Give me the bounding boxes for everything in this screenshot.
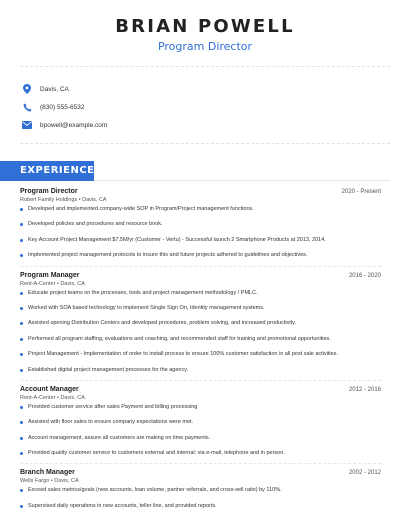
- contact-phone-text: (830) 555-6532: [40, 103, 85, 111]
- job-dates: 2012 - 2016: [348, 386, 381, 393]
- job-entry: [20, 386, 381, 457]
- job-divider: [20, 463, 381, 464]
- job-bullet: Developed and implemented company-wide SOP in Program/Project management functions.: [20, 206, 381, 213]
- experience-list: [20, 188, 381, 518]
- job-header: [20, 386, 381, 393]
- job-entry: [20, 272, 381, 374]
- phone-icon: [22, 102, 32, 112]
- contact-location: [22, 80, 107, 98]
- job-bullets: [20, 487, 381, 509]
- job-bullet: Performed all program staffing, evaluations and coaching, and recommended staff for training and promotional opportunities.: [20, 336, 381, 343]
- candidate-title: Program Director: [157, 40, 253, 53]
- job-header: [20, 469, 381, 476]
- job-bullet: Assisted with floor sales to ensure company expectations were met.: [20, 419, 381, 426]
- job-bullet: Established digital project management processes for the agency.: [20, 367, 381, 374]
- contact-email: [22, 116, 107, 134]
- job-bullets: [20, 290, 381, 374]
- job-company: Wells Fargo: [20, 478, 50, 485]
- job-location: Davis, CA: [60, 394, 85, 401]
- job-bullet: Exceed sales metrics/goals (new accounts, loan volume, partner referrals, and cross-sell ratio) by 110%.: [20, 487, 381, 494]
- envelope-icon: [22, 120, 32, 130]
- separator-dot: •: [55, 280, 61, 287]
- contact-divider: [20, 143, 390, 144]
- job-divider: [20, 380, 381, 381]
- job-bullet: Implemented project management protocols to insure this and future projects adhered to guidelines and objectives.: [20, 252, 381, 259]
- header-divider: [20, 66, 390, 67]
- job-entry: [20, 188, 381, 259]
- job-bullet: Project Management - Implementation of order to install process to ensure 100% customer satisfaction in all post sale activities.: [20, 351, 381, 358]
- job-dates: 2020 - Present: [341, 189, 381, 195]
- job-header: [20, 188, 381, 195]
- job-location: Davis, CA: [82, 197, 107, 203]
- contact-email-text: bpowell@example.com: [40, 121, 108, 129]
- job-company: Rent-A-Center: [20, 394, 56, 401]
- contact-list: [22, 80, 107, 134]
- job-dates: 2002 - 2012: [348, 470, 381, 477]
- job-company: Rent-A-Center: [20, 280, 56, 287]
- separator-dot: •: [77, 197, 83, 203]
- candidate-name: BRIAN POWELL: [115, 16, 295, 37]
- experience-section-title: EXPERIENCE: [20, 165, 95, 176]
- contact-location-text: Davis, CA: [40, 85, 69, 93]
- separator-dot: •: [55, 394, 61, 401]
- job-bullet: Provided customer service after sales Payment and billing processing: [20, 404, 381, 411]
- job-title: Program Manager: [20, 271, 80, 279]
- separator-dot: •: [49, 478, 55, 485]
- job-dates: 2016 - 2020: [348, 272, 381, 279]
- job-bullet: Worked with SOA based technology to implement Single Sign On, Identity management systems.: [20, 305, 381, 312]
- location-pin-icon: [22, 84, 32, 94]
- job-company-line: [20, 281, 381, 287]
- job-header: [20, 272, 381, 279]
- job-entry: [20, 469, 381, 509]
- job-company-line: [20, 197, 381, 203]
- job-bullet: Supervised daily operations in new accounts, teller line, and provided reports.: [20, 503, 381, 510]
- job-bullet: Educate project teams on the processes, tools and project management methodology / PMLC.: [20, 290, 381, 297]
- contact-phone: [22, 98, 107, 116]
- job-location: Davis, CA: [60, 280, 85, 287]
- job-company: Robert Family Holdings: [20, 197, 78, 203]
- job-bullet: Key Account Project Management $7.5M/yr (Customer - Vertu) - Successful launch 2 Smartphone Products at 2013, 2014.: [20, 237, 381, 244]
- job-divider: [20, 266, 381, 267]
- job-title: Branch Manager: [20, 469, 75, 477]
- section-underline: [94, 180, 390, 181]
- job-bullet: Assisted opening Distribution Centers and developed procedures, problem solving, and increased productivity.: [20, 320, 381, 327]
- job-bullet: Developed policies and procedures and resource book.: [20, 221, 381, 228]
- job-bullet: Provided quality customer service to customers external and internal; via e-mail, telephone and in person.: [20, 450, 381, 457]
- job-bullets: [20, 404, 381, 457]
- job-location: Davis, CA: [54, 478, 79, 485]
- job-bullet: Account management, assure all customers are making on time payments.: [20, 435, 381, 442]
- job-company-line: [20, 395, 381, 401]
- experience-section-header: [0, 161, 94, 181]
- job-title: Program Director: [20, 188, 78, 195]
- job-bullets: [20, 206, 381, 259]
- job-title: Account Manager: [20, 385, 79, 393]
- job-company-line: [20, 478, 381, 484]
